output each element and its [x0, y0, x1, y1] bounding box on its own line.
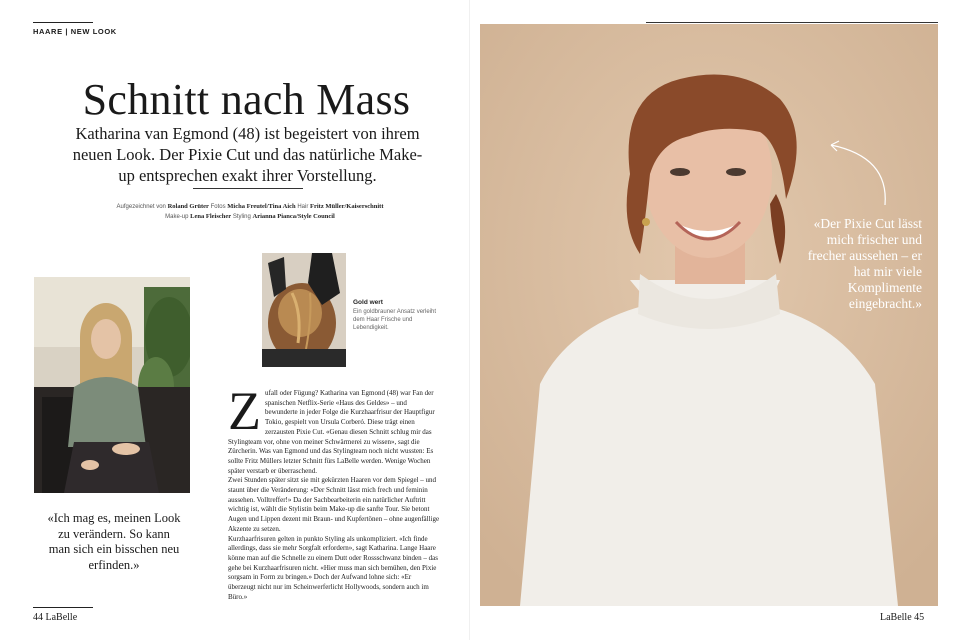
credit-written-name: Roland Grüter: [167, 203, 209, 210]
credit-hair-label: Hair: [297, 204, 309, 210]
drop-cap: Z: [228, 381, 261, 441]
body-paragraph-1: ufall oder Fügung? Katharina van Egmond (48) war Fan der spanischen Netflix-Serie «Haus des Geldes» – und bewunderte in jeder Folge die Kurzhaarfrisur der Hauptfigur Tokio, gespielt von Ursula Corberó. Diese trägt einen zerzausten Pixie Cut. «Genau diesen Schnitt schlug mir das Stylingteam vor, ohne von meiner Schwärmerei zu wissen», sagt die Zürcherin. Was van Egmond und das Stylingteam noch nicht wussten: Es sollte Fritz Müllers letzter Schnitt fürs LaBelle werden. Wenige Wochen später verstarb er überraschend.: [228, 389, 435, 475]
footer-left: [33, 612, 77, 623]
pullquote-left: «Ich mag es, meinen Look zu verändern. So kann man sich ein bisschen neu erfinden.»: [47, 511, 181, 572]
hair-detail-photo: [262, 253, 346, 367]
article-body: [228, 381, 440, 602]
page-gutter: [469, 0, 470, 640]
credits: [80, 202, 420, 222]
brand-right: LaBelle: [880, 612, 912, 623]
credit-makeup-label: Make-up: [165, 214, 189, 220]
credit-makeup-name: Lena Fleischer: [190, 213, 232, 220]
brand-left: LaBelle: [45, 612, 78, 623]
footer-right: [880, 612, 924, 623]
article-lead: Katharina van Egmond (48) ist begeistert von ihrem neuen Look. Der Pixie Cut und das natürliche Make-up entsprechen exakt ihrer Vorstellung.: [72, 124, 423, 185]
article-title: Schnitt nach Mass: [82, 75, 411, 124]
section-label: HAARE | NEW LOOK: [33, 27, 117, 36]
caption-text: Ein goldbrauner Ansatz verleiht dem Haar Frische und Lebendigkeit.: [353, 309, 437, 331]
credit-photos-label: Fotos: [210, 204, 226, 210]
page-number-left: 44: [33, 612, 43, 623]
portrait-photo: [480, 24, 938, 606]
footer-rule: [33, 607, 93, 608]
body-paragraph-3: Kurzhaarfrisuren gelten in punkto Styling als unkompliziert. «Ich finde allerdings, dass sie mehr Sorgfalt erfordern», sagt Katharina. Lange Haare könne man auf die Schnelle zu einem Dutt oder Rossschwanz binden – das gehe bei Kurzhaarfrisuren nicht. «Hier muss man sich bemühen, den Pixie sorgsam in Form zu bringen.» Doch der Aufwand lohne sich: «Er überzeugt nicht nur im Scheinwerferlicht Hollywoods, sondern auch im Büro.»: [228, 534, 438, 601]
curved-arrow-icon: [823, 137, 893, 209]
top-rule-right: [646, 22, 938, 23]
body-paragraph-2: Zwei Stunden später sitzt sie mit gekürzten Haaren vor dem Spiegel – und staunt über die Veränderung: «Der Schnitt lässt mich frech und feminin aussehen. Volltreffer!» Da der Sachbearbeiterin ein natürlicher Auftritt wichtig ist, wählt die Stylistin beim Make-up die sanfte Tour. Sie betont Augen und Lippen dezent mit Braun- und Kupfertönen – ohne augenfällige Akzente zu setzen.: [228, 476, 440, 533]
section-rule: [33, 22, 93, 23]
page-number-right: 45: [914, 612, 925, 623]
caption-title: Gold wert: [353, 299, 383, 306]
credit-styling-label: Styling: [232, 214, 251, 220]
credit-hair-name: Fritz Müller/Kaiserschnitt: [310, 203, 384, 210]
credit-styling-name: Arianna Pianca/Style Council: [252, 213, 335, 220]
credit-written-label: Aufgezeichnet von: [116, 204, 166, 210]
before-photo: [34, 277, 190, 493]
lead-divider: [193, 188, 303, 189]
photo-caption: [353, 299, 443, 332]
pullquote-right: «Der Pixie Cut lässt mich frischer und frecher aussehen – er hat mir viele Komplimente eingebracht.»: [807, 216, 922, 311]
credit-photos-name: Micha Freutel/Tina Aich: [227, 203, 296, 210]
